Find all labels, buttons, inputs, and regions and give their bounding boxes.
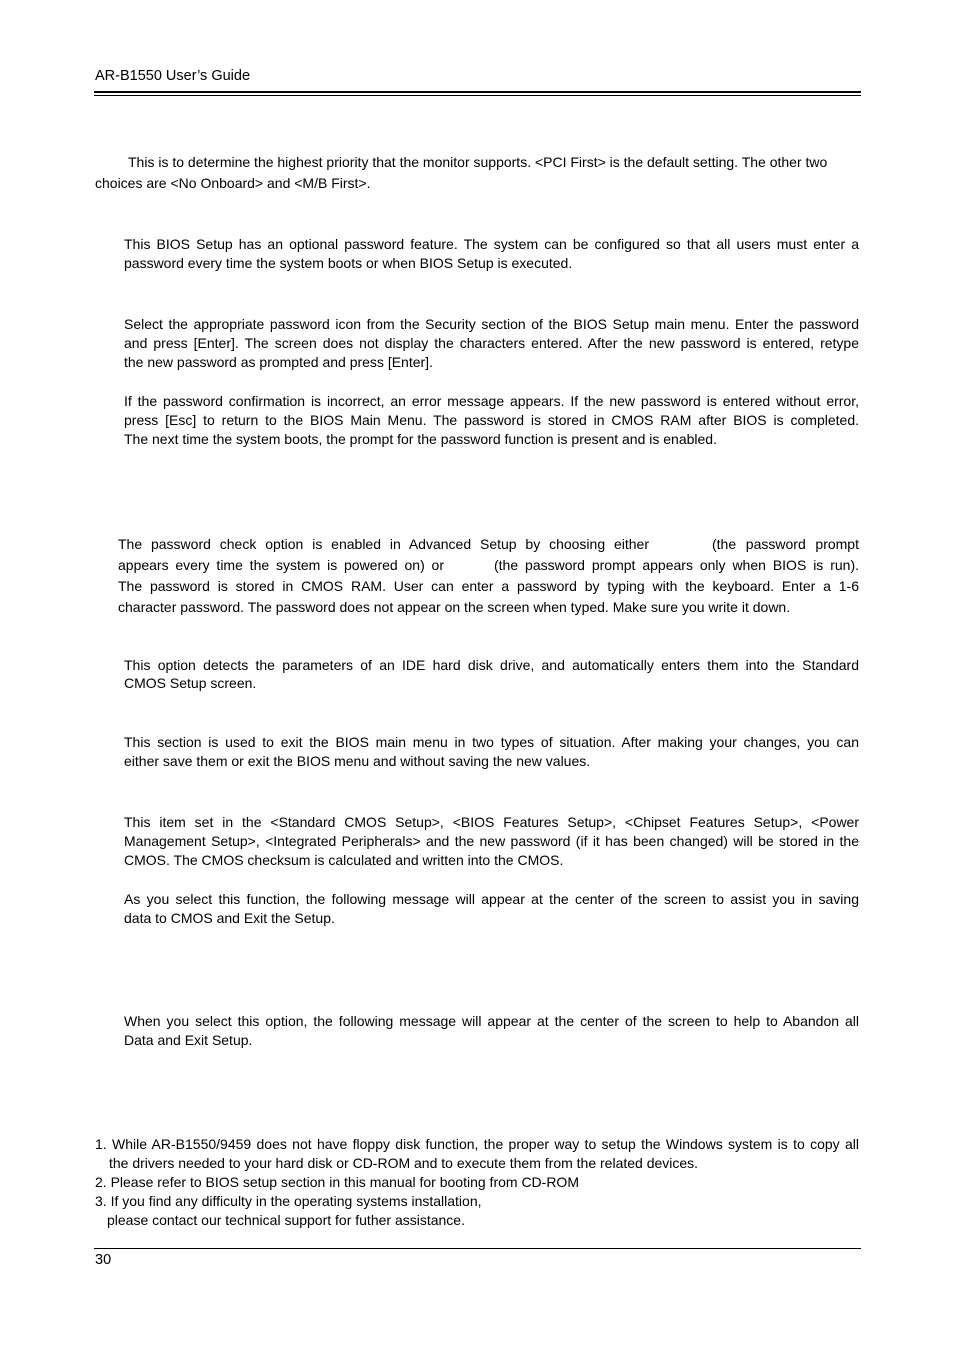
note-item: 1. While AR-B1550/9459 does not have floppy disk function, the proper way to setup the Windows system is to copy all: [95, 1136, 859, 1152]
paragraph-line: [118, 555, 859, 576]
paragraph-line: Management Setup>, <Integrated Peripherals> and the new password (if it has been changed) will be stored in the: [124, 833, 859, 849]
paragraph-save-message: [124, 890, 859, 928]
paragraph-line: and press [Enter]. The screen does not display the characters entered. After the new password is entered, retype: [124, 335, 859, 351]
note-item-continuation: please contact our technical support for futher assistance.: [107, 1212, 465, 1228]
paragraph-abandon-message: [124, 1012, 859, 1050]
note-item-continuation: the drivers needed to your hard disk or CD-ROM and to execute them from the related devices.: [109, 1155, 699, 1171]
paragraph-line: This is to determine the highest priority that the monitor supports. <PCI First> is the default setting. The other two: [128, 154, 828, 170]
paragraph-line: CMOS. The CMOS checksum is calculated and written into the CMOS.: [124, 852, 564, 868]
paragraph-line-part: The password check option is enabled in Advanced Setup by choosing either: [118, 536, 649, 552]
paragraph-line: This BIOS Setup has an optional password feature. The system can be configured so that all users must enter a: [124, 236, 859, 252]
paragraph-line: the new password as prompted and press [Enter].: [124, 354, 433, 370]
paragraph-line: This option detects the parameters of an IDE hard disk drive, and automatically enters them into the Standard: [124, 657, 859, 673]
paragraph-line: When you select this option, the following message will appear at the center of the screen to help to Abandon all: [124, 1013, 859, 1029]
paragraph-password-check: [118, 534, 859, 618]
paragraph-password-confirmation: [124, 392, 859, 449]
note-item: 2. Please refer to BIOS setup section in this manual for booting from CD-ROM: [95, 1174, 579, 1190]
installation-notes: [95, 1135, 859, 1230]
paragraph-line: This item set in the <Standard CMOS Setup>, <BIOS Features Setup>, <Chipset Features Setup>, <Power: [124, 814, 859, 830]
paragraph-line-part: appears every time the system is powered on) or: [118, 557, 444, 573]
paragraph-line: [118, 534, 859, 555]
paragraph-line: As you select this function, the following message will appear at the center of the screen to assist you in saving: [124, 891, 859, 907]
paragraph-line: character password. The password does not appear on the screen when typed. Make sure you write it down.: [118, 599, 791, 615]
paragraph-line: CMOS Setup screen.: [124, 675, 257, 691]
paragraph-line: Select the appropriate password icon from the Security section of the BIOS Setup main menu. Enter the password: [124, 316, 859, 332]
paragraph-exit-section: [124, 733, 859, 771]
paragraph-password-select: [124, 315, 859, 372]
running-header: AR-B1550 User’s Guide: [95, 68, 251, 84]
paragraph-line-part: (the password prompt: [712, 536, 859, 552]
paragraph-line: Data and Exit Setup.: [124, 1032, 253, 1048]
paragraph-line-part: (the password prompt appears only when BIOS is run).: [494, 557, 859, 573]
page-number: 30: [95, 1252, 112, 1268]
header-rule-thick: [94, 91, 861, 93]
footer-rule: [94, 1248, 861, 1249]
header-rule-thin: [94, 95, 861, 96]
paragraph-line: press [Esc] to return to the BIOS Main Menu. The password is stored in CMOS RAM after BIOS is completed.: [124, 412, 859, 428]
paragraph-line: The next time the system boots, the prompt for the password function is present and is enabled.: [124, 431, 717, 447]
paragraph-line: choices are <No Onboard> and <M/B First>.: [95, 175, 371, 191]
paragraph-save-exit: [124, 813, 859, 870]
paragraph-line: password every time the system boots or when BIOS Setup is executed.: [124, 255, 573, 271]
paragraph-display-priority: [95, 153, 859, 193]
paragraph-line: If the password confirmation is incorrect, an error message appears. If the new password is entered without error,: [124, 393, 859, 409]
paragraph-line: The password is stored in CMOS RAM. User can enter a password by typing with the keyboard. Enter a 1-6: [118, 578, 859, 594]
paragraph-password-intro: [124, 235, 859, 273]
paragraph-line: either save them or exit the BIOS menu and without saving the new values.: [124, 753, 591, 769]
paragraph-ide-detect: [124, 656, 859, 692]
paragraph-line: data to CMOS and Exit the Setup.: [124, 910, 335, 926]
note-item: 3. If you find any difficulty in the operating systems installation,: [95, 1193, 482, 1209]
paragraph-line: This section is used to exit the BIOS main menu in two types of situation. After making your changes, you can: [124, 734, 859, 750]
